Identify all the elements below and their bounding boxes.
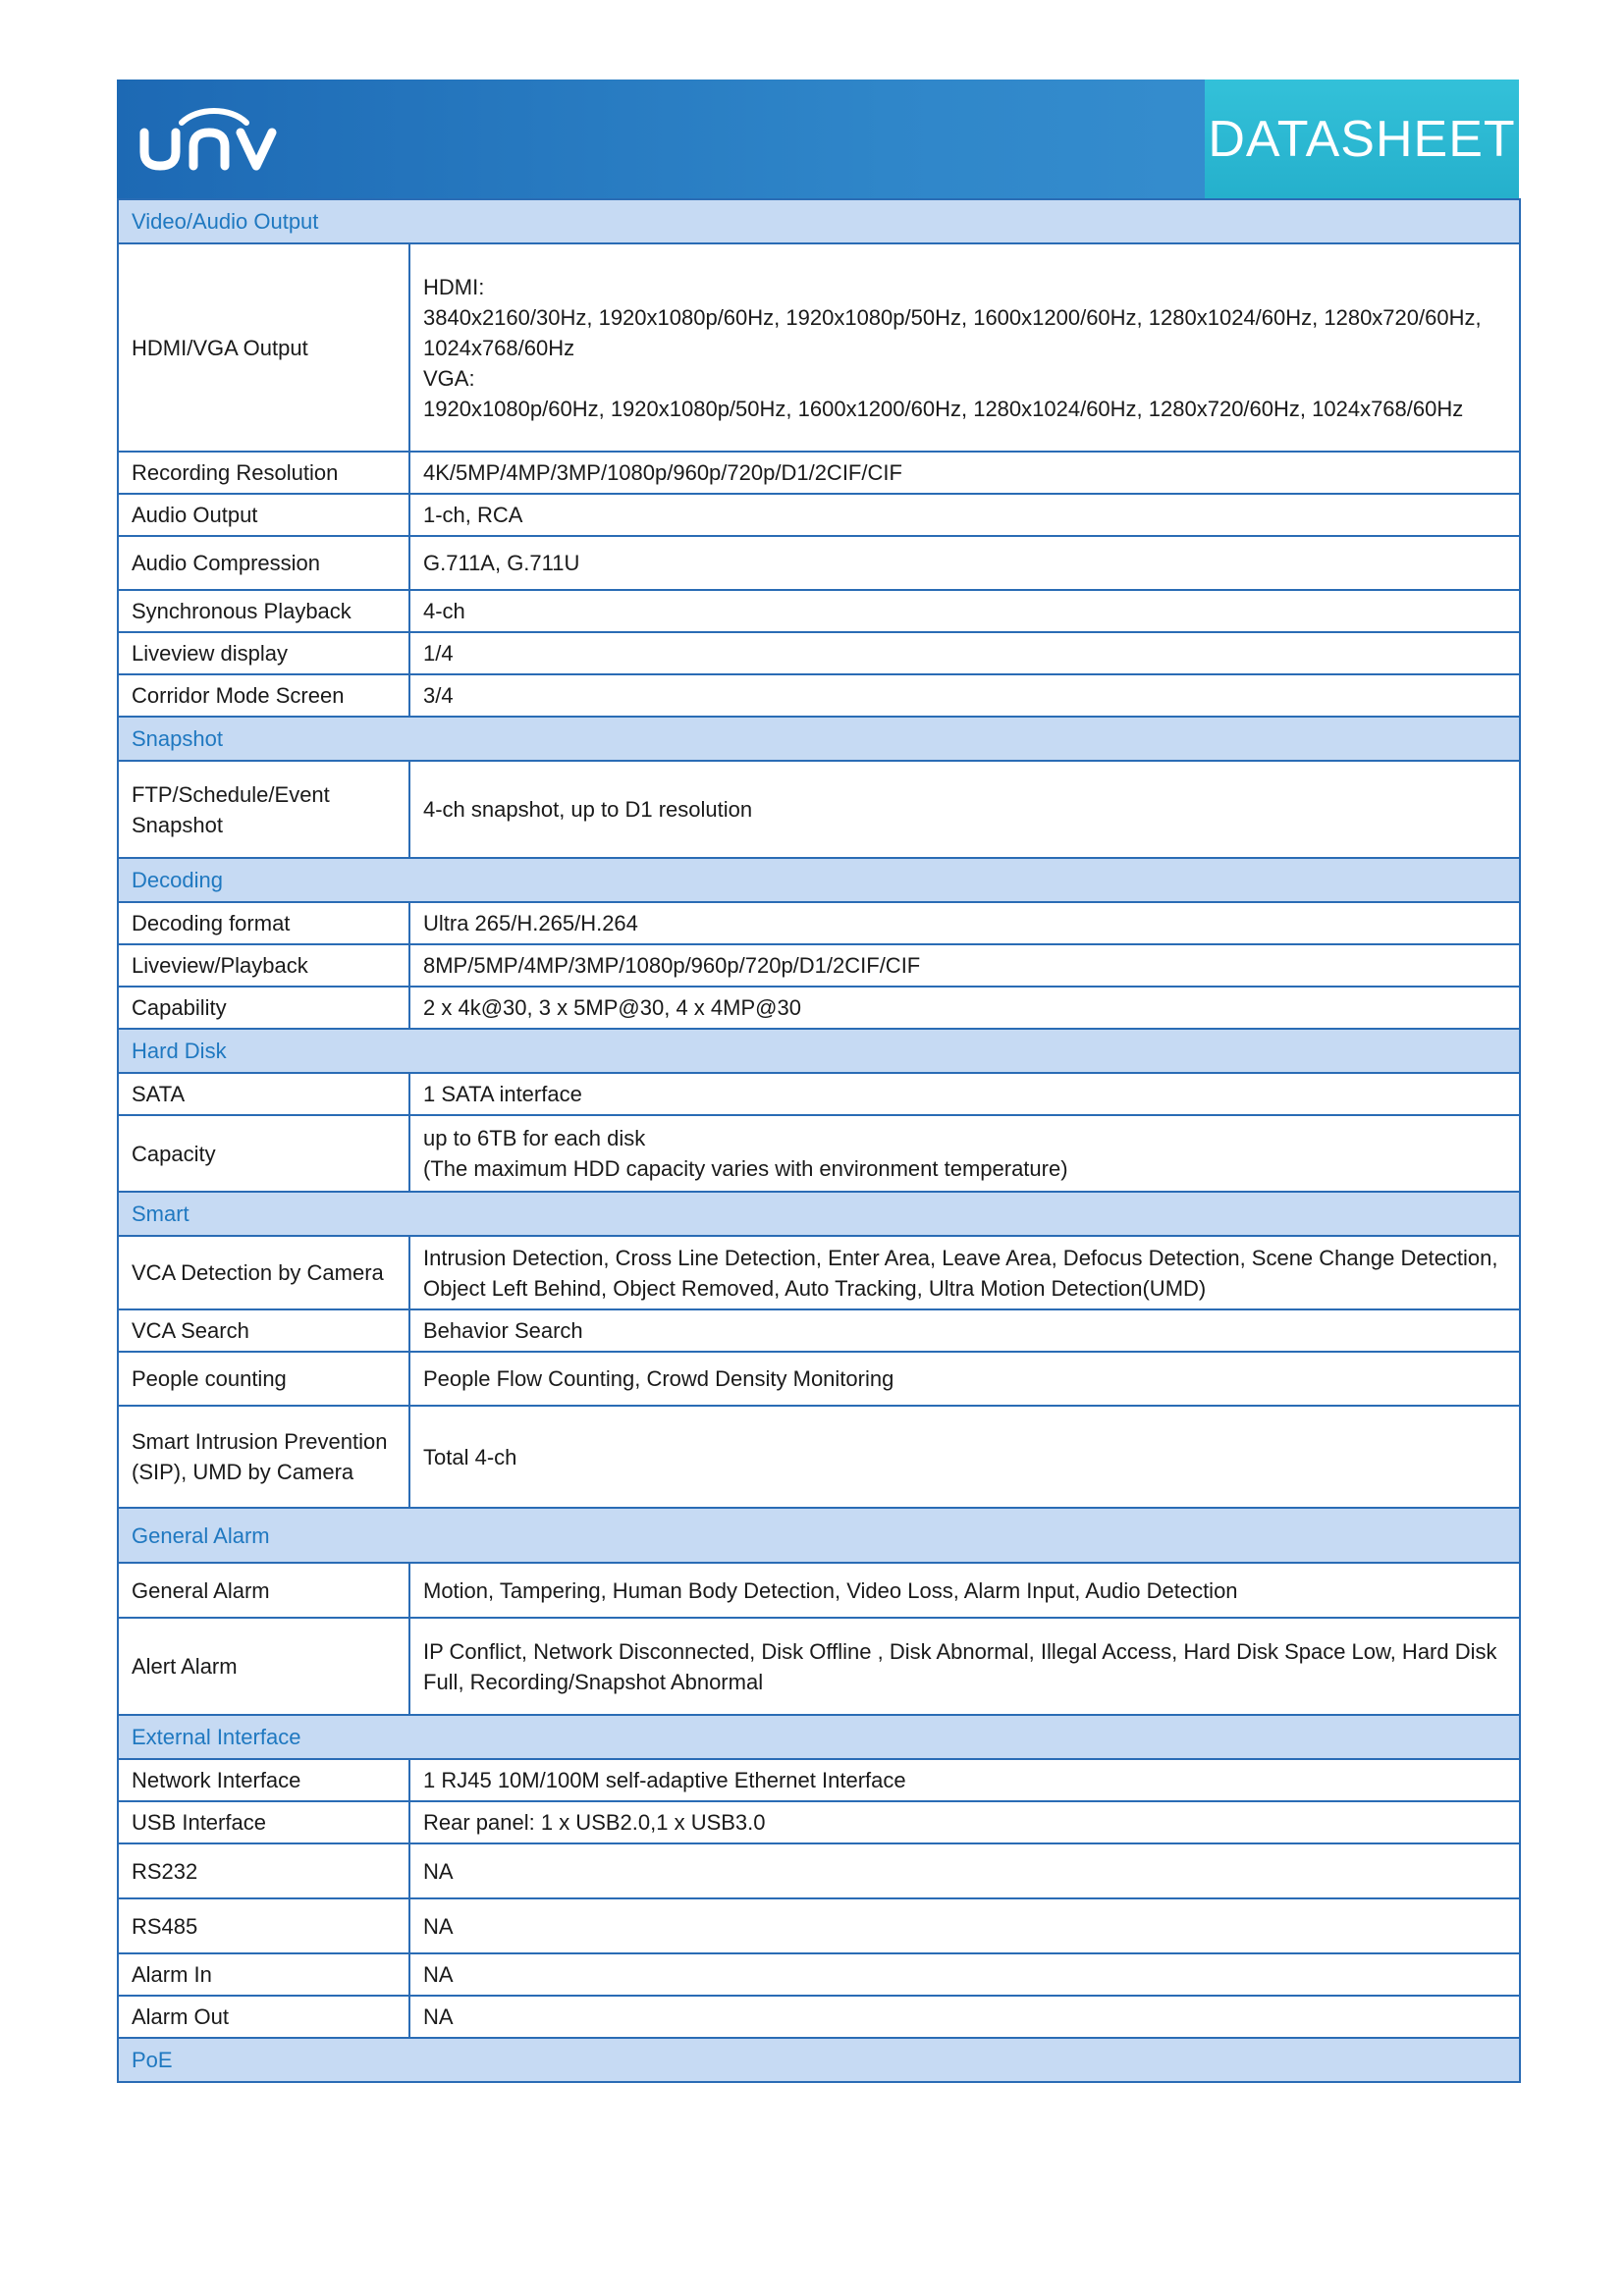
spec-value xyxy=(409,632,1520,674)
spec-label: SATA xyxy=(118,1073,409,1115)
spec-label: Smart Intrusion Prevention (SIP), UMD by Camera xyxy=(118,1406,409,1508)
spec-value-line: up to 6TB for each disk xyxy=(423,1126,646,1150)
spec-value-line: 3840x2160/30Hz, 1920x1080p/60Hz, 1920x1080p/50Hz, 1600x1200/60Hz, 1280x1024/60Hz, 1280x720/60Hz, 1024x768/60Hz xyxy=(423,304,1482,360)
spec-value xyxy=(409,944,1520,987)
spec-label: Liveview display xyxy=(118,632,409,674)
spec-label: Synchronous Playback xyxy=(118,590,409,632)
spec-label: VCA Detection by Camera xyxy=(118,1236,409,1309)
spec-value-line: 8MP/5MP/4MP/3MP/1080p/960p/720p/D1/2CIF/CIF xyxy=(423,953,921,978)
section-title: PoE xyxy=(118,2038,1520,2082)
spec-label: Audio Compression xyxy=(118,536,409,590)
spec-value xyxy=(409,1563,1520,1618)
spec-value xyxy=(409,1618,1520,1715)
spec-value-line: Total 4-ch xyxy=(423,1444,517,1469)
spec-label: Recording Resolution xyxy=(118,452,409,494)
spec-value-line: 3/4 xyxy=(423,683,454,708)
spec-value-line: 1 RJ45 10M/100M self-adaptive Ethernet Interface xyxy=(423,1768,906,1792)
spec-value xyxy=(409,1115,1520,1192)
spec-value-line: G.711A, G.711U xyxy=(423,551,580,575)
spec-value xyxy=(409,494,1520,536)
spec-row xyxy=(118,1352,1520,1406)
spec-value xyxy=(409,1759,1520,1801)
spec-value xyxy=(409,761,1520,858)
spec-table xyxy=(117,198,1521,2083)
datasheet-header xyxy=(117,80,1519,198)
section-header-row xyxy=(118,199,1520,243)
section-header-row xyxy=(118,858,1520,902)
spec-row xyxy=(118,1898,1520,1953)
spec-value-line: Ultra 265/H.265/H.264 xyxy=(423,911,638,935)
spec-row xyxy=(118,1759,1520,1801)
spec-value xyxy=(409,243,1520,452)
spec-value-line: 1 SATA interface xyxy=(423,1082,582,1106)
spec-row xyxy=(118,987,1520,1029)
spec-label: USB Interface xyxy=(118,1801,409,1843)
spec-value xyxy=(409,1843,1520,1898)
spec-value xyxy=(409,1898,1520,1953)
spec-value xyxy=(409,1801,1520,1843)
spec-row xyxy=(118,1073,1520,1115)
section-header-row xyxy=(118,2038,1520,2082)
spec-value-line: 1-ch, RCA xyxy=(423,503,523,527)
spec-value-line: HDMI: xyxy=(423,274,485,299)
spec-label: VCA Search xyxy=(118,1309,409,1352)
spec-row xyxy=(118,1843,1520,1898)
section-title: Hard Disk xyxy=(118,1029,1520,1073)
spec-row xyxy=(118,1996,1520,2038)
spec-value-line: NA xyxy=(423,1913,454,1939)
spec-label: Network Interface xyxy=(118,1759,409,1801)
section-header-row xyxy=(118,717,1520,761)
spec-row xyxy=(118,902,1520,944)
section-header-row xyxy=(118,1192,1520,1236)
spec-value xyxy=(409,1309,1520,1352)
spec-value-line: NA xyxy=(423,1962,454,1987)
spec-label: Corridor Mode Screen xyxy=(118,674,409,717)
section-title: Smart xyxy=(118,1192,1520,1236)
section-title: Snapshot xyxy=(118,717,1520,761)
spec-value-line: 1920x1080p/60Hz, 1920x1080p/50Hz, 1600x1200/60Hz, 1280x1024/60Hz, 1280x720/60Hz, 1024x768/60Hz xyxy=(423,396,1464,421)
spec-label: General Alarm xyxy=(118,1563,409,1618)
section-header-row xyxy=(118,1508,1520,1563)
spec-value-line: People Flow Counting, Crowd Density Monitoring xyxy=(423,1366,894,1391)
spec-row xyxy=(118,944,1520,987)
spec-label: Alert Alarm xyxy=(118,1618,409,1715)
section-title: Decoding xyxy=(118,858,1520,902)
spec-row xyxy=(118,761,1520,858)
spec-row xyxy=(118,1309,1520,1352)
spec-value-line: 1/4 xyxy=(423,641,454,666)
spec-label: Alarm Out xyxy=(118,1996,409,2038)
brand-logo xyxy=(117,80,286,198)
spec-row xyxy=(118,674,1520,717)
spec-value-line: VGA: xyxy=(423,365,475,391)
spec-value xyxy=(409,590,1520,632)
datasheet-label: DATASHEET xyxy=(1205,80,1519,198)
spec-label: Capability xyxy=(118,987,409,1029)
spec-row xyxy=(118,1115,1520,1192)
spec-value xyxy=(409,674,1520,717)
spec-label: Liveview/Playback xyxy=(118,944,409,987)
spec-value-line: NA xyxy=(423,1858,454,1884)
spec-value-line: 4K/5MP/4MP/3MP/1080p/960p/720p/D1/2CIF/CIF xyxy=(423,460,902,485)
spec-label: RS485 xyxy=(118,1898,409,1953)
spec-value-line: Behavior Search xyxy=(423,1318,583,1343)
spec-value xyxy=(409,1996,1520,2038)
spec-row xyxy=(118,590,1520,632)
spec-value-line: 2 x 4k@30, 3 x 5MP@30, 4 x 4MP@30 xyxy=(423,995,801,1020)
spec-value-line: IP Conflict, Network Disconnected, Disk Offline , Disk Abnormal, Illegal Access, Hard Disk Space Low, Hard Disk Full, Recording/Snapshot Abnormal xyxy=(423,1638,1497,1694)
spec-value xyxy=(409,1236,1520,1309)
section-title: External Interface xyxy=(118,1715,1520,1759)
spec-label: Alarm In xyxy=(118,1953,409,1996)
spec-value xyxy=(409,1352,1520,1406)
spec-value xyxy=(409,1406,1520,1508)
spec-row xyxy=(118,1801,1520,1843)
spec-row xyxy=(118,536,1520,590)
spec-value xyxy=(409,902,1520,944)
unv-logo-icon xyxy=(138,105,286,174)
spec-label: Audio Output xyxy=(118,494,409,536)
spec-label: People counting xyxy=(118,1352,409,1406)
spec-row xyxy=(118,452,1520,494)
spec-label: FTP/Schedule/Event Snapshot xyxy=(118,761,409,858)
spec-label: HDMI/VGA Output xyxy=(118,243,409,452)
spec-label: Decoding format xyxy=(118,902,409,944)
spec-row xyxy=(118,1953,1520,1996)
spec-label: RS232 xyxy=(118,1843,409,1898)
section-title: Video/Audio Output xyxy=(118,199,1520,243)
spec-row xyxy=(118,1406,1520,1508)
section-header-row xyxy=(118,1029,1520,1073)
spec-value xyxy=(409,1953,1520,1996)
spec-value-line: Motion, Tampering, Human Body Detection, Video Loss, Alarm Input, Audio Detection xyxy=(423,1577,1238,1603)
spec-value xyxy=(409,1073,1520,1115)
spec-row xyxy=(118,1618,1520,1715)
spec-row xyxy=(118,1563,1520,1618)
spec-value xyxy=(409,536,1520,590)
spec-value-line: (The maximum HDD capacity varies with environment temperature) xyxy=(423,1156,1068,1181)
spec-row xyxy=(118,632,1520,674)
spec-label: Capacity xyxy=(118,1115,409,1192)
spec-value-line: Intrusion Detection, Cross Line Detection, Enter Area, Leave Area, Defocus Detection, Scene Change Detection, Object Left Behind, Object Removed, Auto Tracking, Ultra Motion Detection(UMD) xyxy=(423,1245,1498,1301)
spec-value xyxy=(409,452,1520,494)
spec-value-line: NA xyxy=(423,2004,454,2029)
spec-row xyxy=(118,1236,1520,1309)
spec-value xyxy=(409,987,1520,1029)
spec-value-line: Rear panel: 1 x USB2.0,1 x USB3.0 xyxy=(423,1810,766,1835)
spec-value-line: 4-ch xyxy=(423,599,465,623)
spec-row xyxy=(118,243,1520,452)
spec-value-line: 4-ch snapshot, up to D1 resolution xyxy=(423,797,753,822)
section-header-row xyxy=(118,1715,1520,1759)
section-title: General Alarm xyxy=(118,1508,1520,1563)
datasheet-page xyxy=(117,80,1519,2083)
spec-row xyxy=(118,494,1520,536)
